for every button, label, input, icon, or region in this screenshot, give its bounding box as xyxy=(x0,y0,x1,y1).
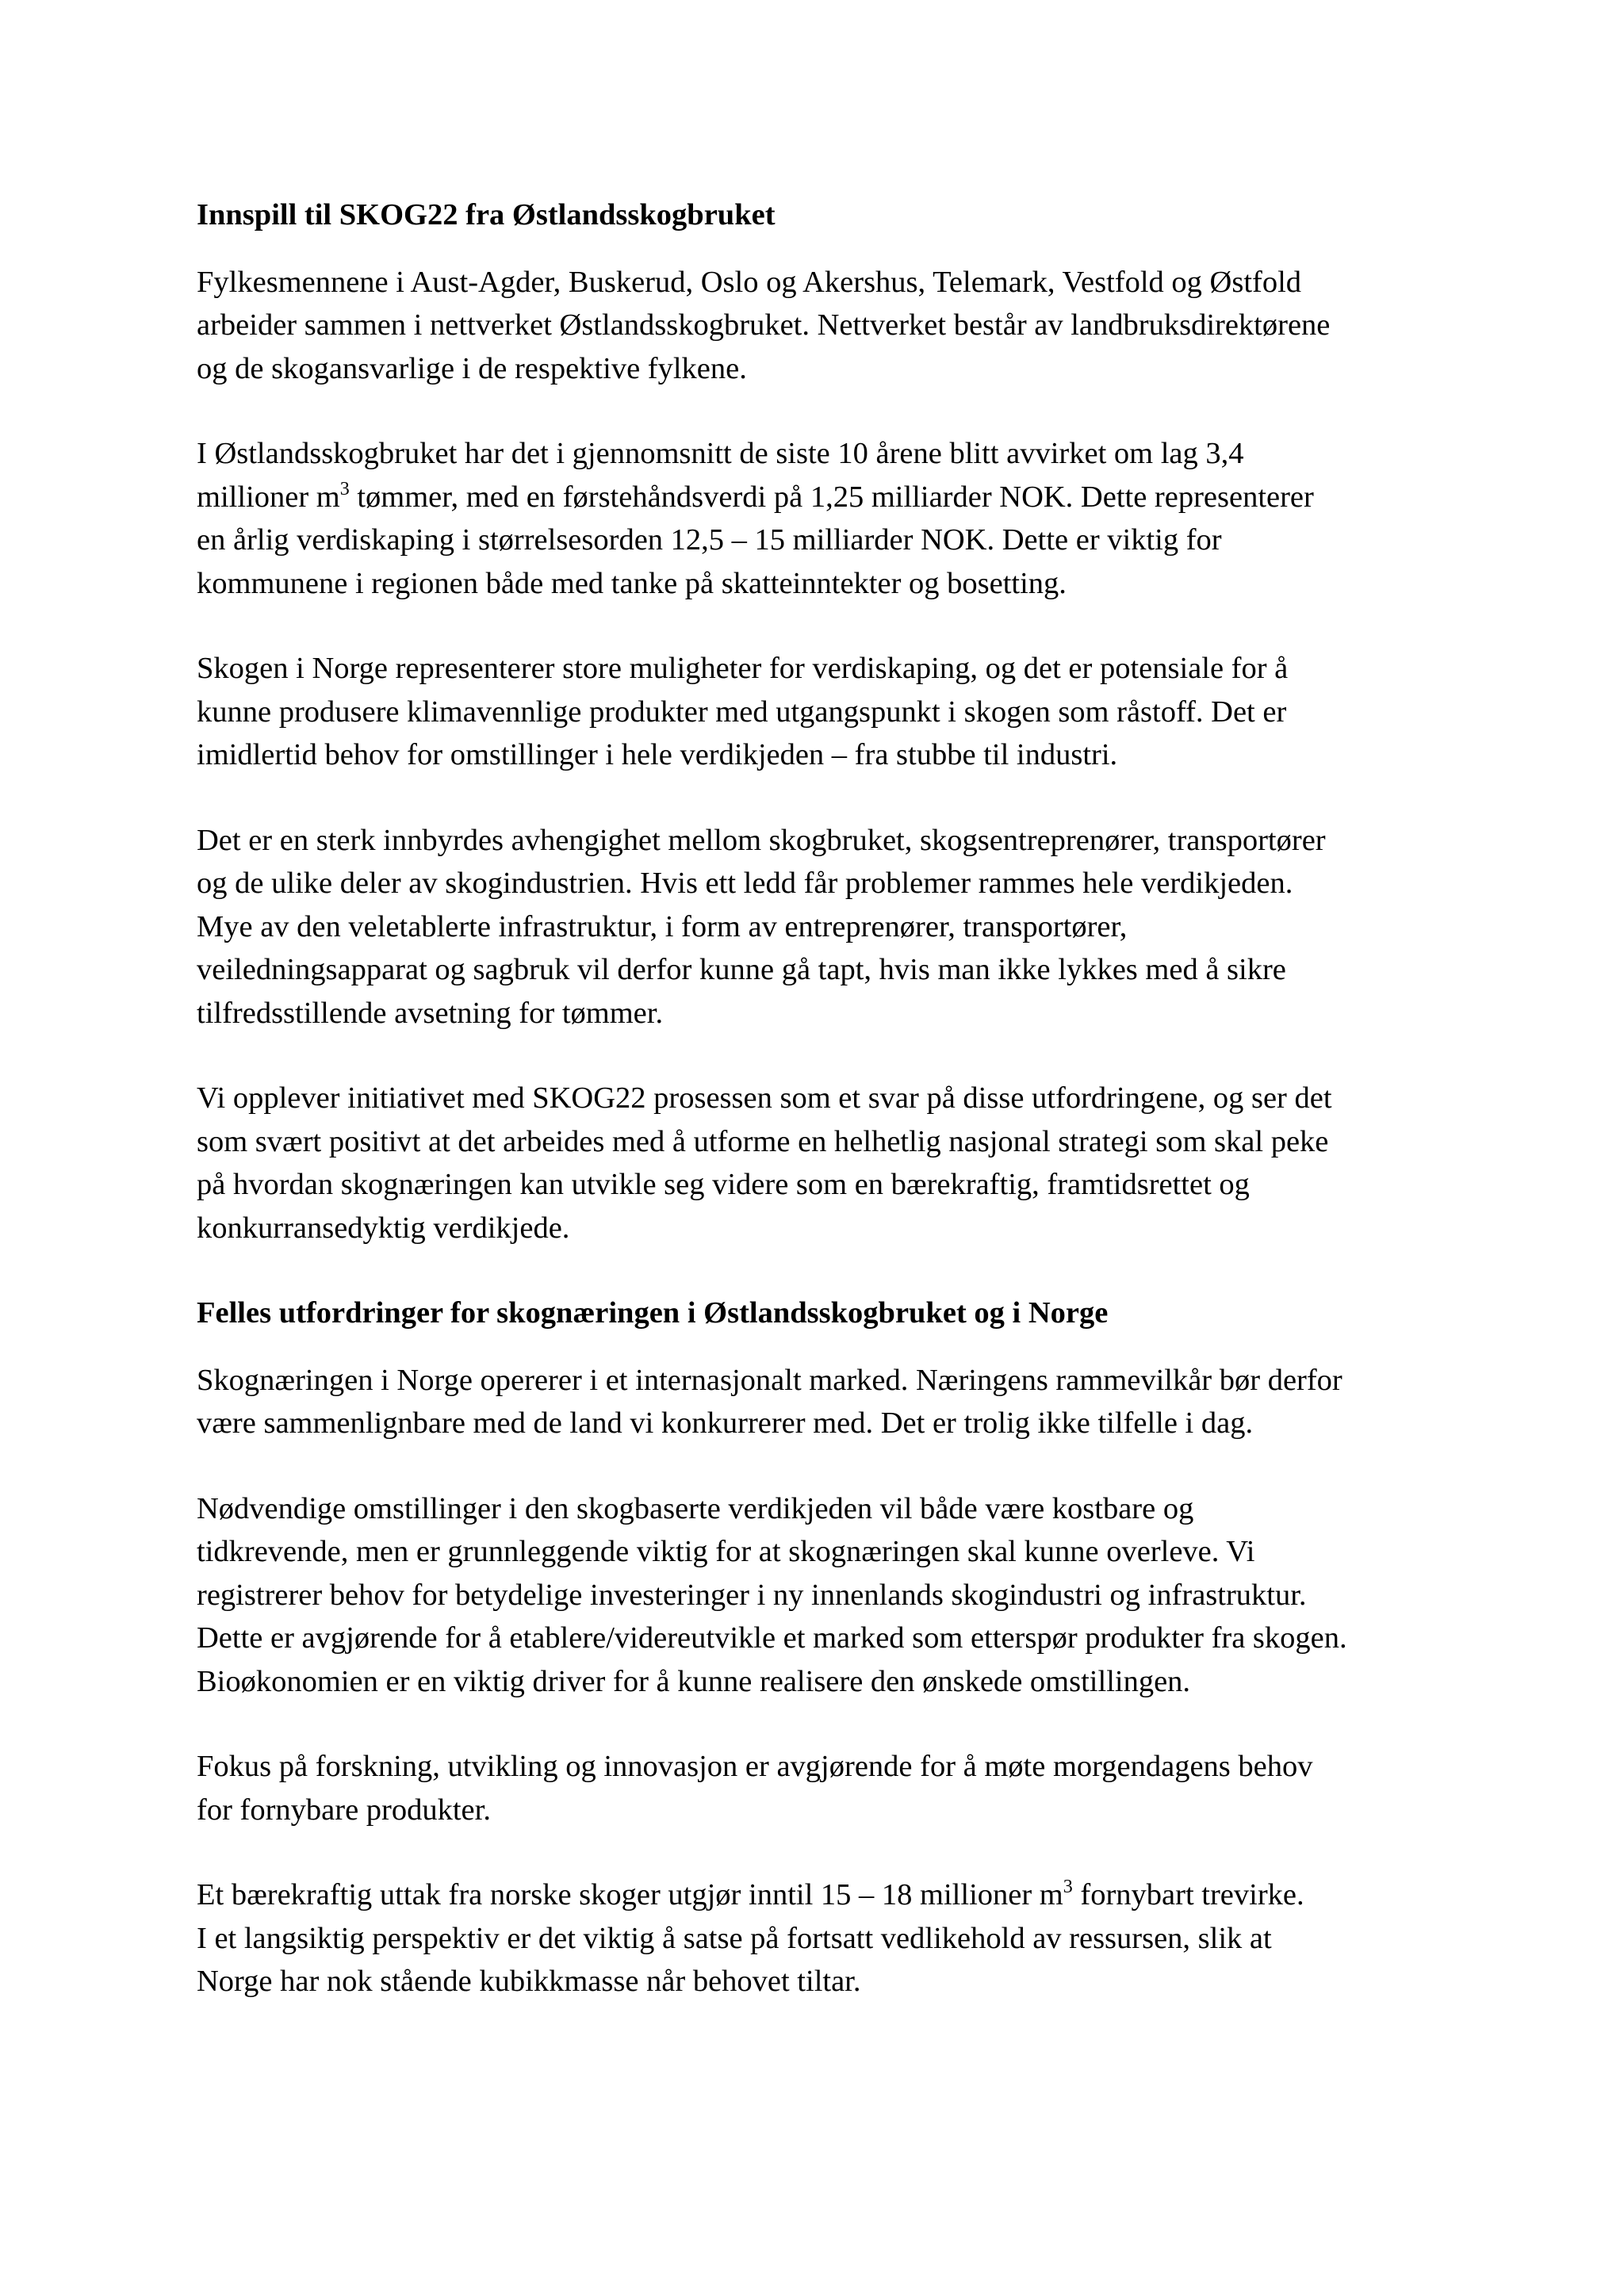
superscript: 3 xyxy=(339,478,350,499)
text-line: Skogen i Norge representerer store muligheter for verdiskaping, og det er potensiale for å xyxy=(197,652,1289,685)
paragraph-fylkesmennene xyxy=(197,261,1450,391)
text-line: Vi opplever initiativet med SKOG22 prosessen som et svar på disse utfordringene, og ser det xyxy=(197,1081,1332,1115)
text-line: for fornybare produkter. xyxy=(197,1793,491,1827)
text-line: tidkrevende, men er grunnleggende viktig for at skognæringen skal kunne overleve. Vi xyxy=(197,1535,1255,1568)
text-segment: millioner m xyxy=(197,480,340,514)
paragraph-avvirkning xyxy=(197,432,1450,605)
text-line: som svært positivt at det arbeides med å utforme en helhetlig nasjonal strategi som skal peke xyxy=(197,1124,1329,1158)
text-line: Dette er avgjørende for å etablere/videreutvikle et marked som etterspør produkter fra skogen. xyxy=(197,1621,1347,1655)
text-line: imidlertid behov for omstillinger i hele verdikjeden – fra stubbe til industri. xyxy=(197,738,1118,771)
heading-innspill: Innspill til SKOG22 fra Østlandsskogbruket xyxy=(197,198,776,232)
paragraph-forskning xyxy=(197,1745,1450,1831)
paragraph-omstillinger xyxy=(197,1487,1450,1704)
text-line: Fokus på forskning, utvikling og innovasjon er avgjørende for å møte morgendagens behov xyxy=(197,1750,1313,1783)
text-line: en årlig verdiskaping i størrelsesorden 12,5 – 15 milliarder NOK. Dette er viktig for xyxy=(197,523,1222,557)
text-segment: fornybart trevirke. xyxy=(1072,1878,1304,1911)
paragraph-muligheter xyxy=(197,647,1450,777)
text-line xyxy=(197,476,1450,519)
paragraph-baerekraftig-uttak xyxy=(197,1873,1450,2003)
text-line: være sammenlignbare med de land vi konkurrerer med. Det er trolig ikke tilfelle i dag. xyxy=(197,1406,1254,1440)
text-line: Bioøkonomien er en viktig driver for å kunne realisere den ønskede omstillingen. xyxy=(197,1664,1191,1698)
text-line: Nødvendige omstillinger i den skogbaserte verdikjeden vil både være kostbare og xyxy=(197,1491,1194,1525)
paragraph-internasjonalt-marked xyxy=(197,1359,1450,1445)
text-line: tilfredsstillende avsetning for tømmer. xyxy=(197,996,664,1030)
text-line: og de ulike deler av skogindustrien. Hvis ett ledd får problemer rammes hele verdikjeden. xyxy=(197,867,1293,900)
text-segment: Et bærekraftig uttak fra norske skoger utgjør inntil 15 – 18 millioner m xyxy=(197,1878,1063,1911)
text-segment: tømmer, med en førstehåndsverdi på 1,25 milliarder NOK. Dette representerer xyxy=(349,480,1314,514)
text-line: Norge har nok stående kubikkmasse når behovet tiltar. xyxy=(197,1965,861,1998)
text-line: på hvordan skognæringen kan utvikle seg videre som en bærekraftig, framtidsrettet og xyxy=(197,1168,1250,1201)
document-body xyxy=(197,193,1450,2003)
heading-felles-utfordringer: Felles utfordringer for skognæringen i Østlandsskogbruket og i Norge xyxy=(197,1296,1109,1330)
text-line: Mye av den veletablerte infrastruktur, i form av entreprenører, transportører, xyxy=(197,909,1128,943)
text-line: veiledningsapparat og sagbruk vil derfor kunne gå tapt, hvis man ikke lykkes med å sikre xyxy=(197,953,1286,986)
text-line: og de skogansvarlige i de respektive fylkene. xyxy=(197,351,747,385)
paragraph-initiativet xyxy=(197,1077,1450,1249)
text-line: I et langsiktig perspektiv er det viktig å satse på fortsatt vedlikehold av ressursen, slik at xyxy=(197,1921,1272,1955)
superscript: 3 xyxy=(1063,1877,1073,1897)
text-line: kommunene i regionen både med tanke på skatteinntekter og bosetting. xyxy=(197,566,1067,600)
text-line xyxy=(197,1873,1450,1917)
text-line: Det er en sterk innbyrdes avhengighet mellom skogbruket, skogsentreprenører, transportører xyxy=(197,823,1326,857)
paragraph-avhengighet xyxy=(197,819,1450,1035)
text-line: Skognæringen i Norge opererer i et internasjonalt marked. Næringens rammevilkår bør derfor xyxy=(197,1363,1342,1397)
text-line: kunne produsere klimavennlige produkter med utgangspunkt i skogen som råstoff. Det er xyxy=(197,695,1287,729)
text-line: registrerer behov for betydelige investeringer i ny innenlands skogindustri og infrastruktur. xyxy=(197,1578,1307,1612)
text-line: Fylkesmennene i Aust-Agder, Buskerud, Oslo og Akershus, Telemark, Vestfold og Østfold xyxy=(197,265,1302,299)
text-line: arbeider sammen i nettverket Østlandsskogbruket. Nettverket består av landbruksdirektørene xyxy=(197,308,1331,342)
text-line: konkurransedyktig verdikjede. xyxy=(197,1211,570,1245)
text-line: I Østlandsskogbruket har det i gjennomsnitt de siste 10 årene blitt avvirket om lag 3,4 xyxy=(197,437,1244,470)
